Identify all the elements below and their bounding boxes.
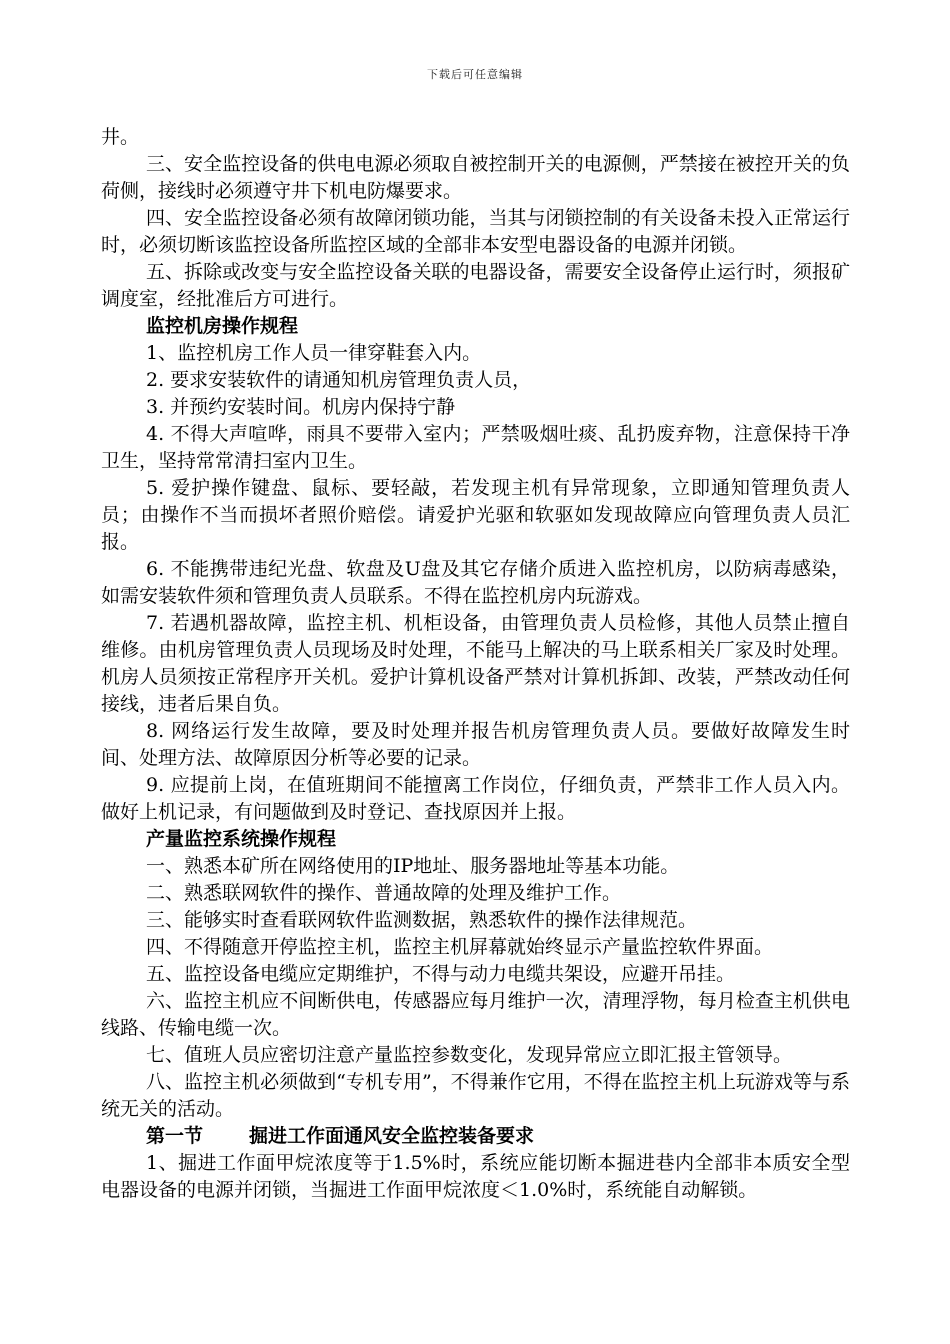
rule-item: 1、监控机房工作人员一律穿鞋套入内。 xyxy=(146,342,482,364)
paragraph: 井。 xyxy=(101,126,140,148)
rule-item: 五、监控设备电缆应定期维护，不得与动力电缆共架设，应避开吊挂。 xyxy=(146,963,736,985)
section-number: 第一节 xyxy=(146,1125,204,1147)
paragraph: 四、安全监控设备必须有故障闭锁功能，当其与闭锁控制的有关设备未投入正常运行时，必须切断该监控设备所监控区域的全部非本安型电器设备的电源并闭锁。 xyxy=(101,207,850,256)
rule-item: 七、值班人员应密切注意产量监控参数变化，发现异常应立即汇报主管领导。 xyxy=(146,1044,793,1066)
rule-item: 二、熟悉联网软件的操作、普通故障的处理及维护工作。 xyxy=(146,882,622,904)
page-header: 下载后可任意编辑 xyxy=(427,68,523,81)
paragraph: 五、拆除或改变与安全监控设备关联的电器设备，需要安全设备停止运行时，须报矿调度室，经批准后方可进行。 xyxy=(101,261,850,310)
section-heading-production-rules: 产量监控系统操作规程 xyxy=(146,828,337,850)
paragraph: 三、安全监控设备的供电电源必须取自被控制开关的电源侧，严禁接在被控开关的负荷侧，接线时必须遵守井下机电防爆要求。 xyxy=(101,153,850,202)
rule-item: 四、不得随意开停监控主机，监控主机屏幕就始终显示产量监控软件界面。 xyxy=(146,936,774,958)
rule-item: 2. 要求安装软件的请通知机房管理负责人员， xyxy=(146,369,532,391)
rule-item: 3. 并预约安装时间。机房内保持宁静 xyxy=(146,396,456,418)
document-body xyxy=(101,124,850,1204)
rule-item: 六、监控主机应不间断供电，传感器应每月维护一次，清理浮物，每月检查主机供电线路、传输电缆一次。 xyxy=(101,990,850,1039)
rule-item: 7. 若遇机器故障，监控主机、机柜设备，由管理负责人员检修，其他人员禁止擅自维修。由机房管理负责人员现场及时处理，不能马上解决的马上联系相关厂家及时处理。机房人员须按正常程序开关机。爱护计算机设备严禁对计算机拆卸、改装，严禁改动任何接线，违者后果自负。 xyxy=(101,612,850,715)
rule-item: 八、监控主机必须做到“专机专用”，不得兼作它用，不得在监控主机上玩游戏等与系统无关的活动。 xyxy=(101,1071,850,1120)
rule-item: 5. 爱护操作键盘、鼠标、要轻敲，若发现主机有异常现象，立即通知管理负责人员；由操作不当而损坏者照价赔偿。请爱护光驱和软驱如发现故障应向管理负责人员汇报。 xyxy=(101,477,850,553)
section-heading-room-rules: 监控机房操作规程 xyxy=(146,315,299,337)
rule-item: 1、掘进工作面甲烷浓度等于1.5%时，系统应能切断本掘进巷内全部非本质安全型电器设备的电源并闭锁，当掘进工作面甲烷浓度＜1.0%时，系统能自动解锁。 xyxy=(101,1152,850,1201)
rule-item: 9. 应提前上岗，在值班期间不能擅离工作岗位，仔细负责，严禁非工作人员入内。做好上机记录，有问题做到及时登记、查找原因并上报。 xyxy=(101,774,850,823)
rule-item: 8. 网络运行发生故障，要及时处理并报告机房管理负责人员。要做好故障发生时间、处理方法、故障原因分析等必要的记录。 xyxy=(101,720,850,769)
section-title: 掘进工作面通风安全监控装备要求 xyxy=(249,1125,535,1147)
rule-item: 6. 不能携带违纪光盘、软盘及U盘及其它存储介质进入监控机房，以防病毒感染，如需安装软件须和管理负责人员联系。不得在监控机房内玩游戏。 xyxy=(101,558,850,607)
rule-item: 三、能够实时查看联网软件监测数据，熟悉软件的操作法律规范。 xyxy=(146,909,698,931)
section-heading-tunneling xyxy=(101,1123,850,1150)
rule-item: 一、熟悉本矿所在网络使用的IP地址、服务器地址等基本功能。 xyxy=(146,855,680,877)
rule-item: 4. 不得大声喧哗，雨具不要带入室内；严禁吸烟吐痰、乱扔废弃物，注意保持干净卫生，坚持常常清扫室内卫生。 xyxy=(101,423,850,472)
